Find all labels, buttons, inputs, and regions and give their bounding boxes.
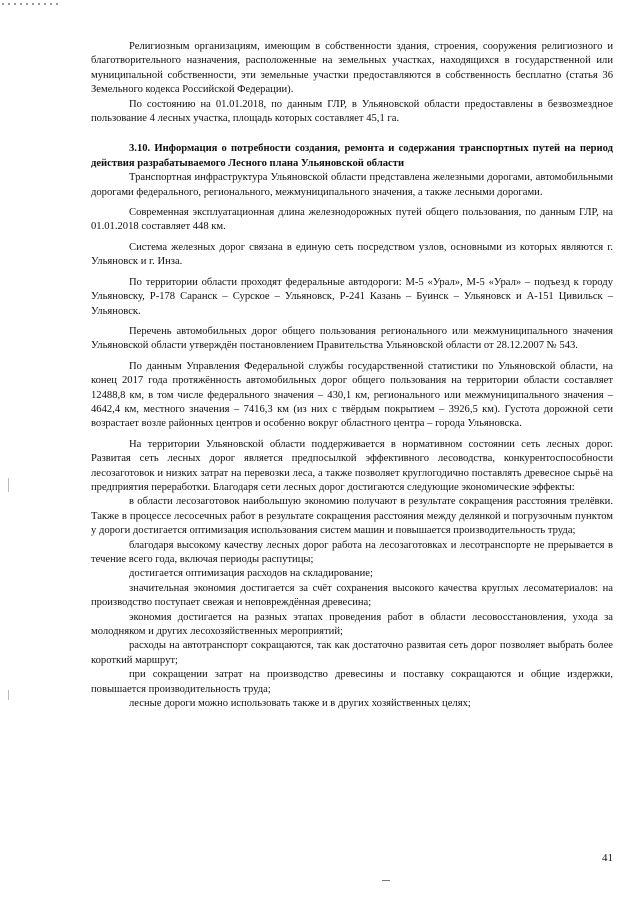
list-item: достигается оптимизация расходов на складирование; <box>129 568 373 580</box>
paragraph: По состоянию на 01.01.2018, по данным ГЛР, в Ульяновской области предоставлены в безвозмездное пользование 4 лесных участка, площадь которых составляет 45,1 га. <box>91 98 613 125</box>
list-item: при сокращении затрат на производство древесины и поставку сокращаются и общие издержки, повышается производительность труда; <box>91 669 613 695</box>
paragraph: Перечень автомобильных дорог общего пользования регионального или межмуниципального значения Ульяновской области утверждён постановлением Правительства Ульяновской области от 28.12.2007 № 543. <box>91 325 613 352</box>
scan-artifact <box>8 478 9 492</box>
list-item: экономия достигается на разных этапах проведения работ в области лесовосстановления, ухода за молодняком и других лесохозяйственных мероприятий; <box>91 611 613 638</box>
scan-artifact <box>2 3 62 5</box>
paragraph: По территории области проходят федеральные автодороги: М-5 «Урал», М-5 «Урал» – подъезд к городу Ульяновску, Р-178 Саранск – Сурское – Ульяновск, Р-241 Казань – Буинск – Ульяновск и А-151 Цивильск – Ульяновск. <box>91 276 613 317</box>
paragraph: Транспортная инфраструктура Ульяновской области представлена железными дорогами, автомобильными дорогами федерального, регионального, межмуниципального значения, а также лесными дорогами. <box>91 172 613 198</box>
list-item: благодаря высокому качеству лесных дорог работа на лесозаготовках и лесотранспорте не прерывается в течение всего года, включая периоды распутицы; <box>91 539 613 565</box>
paragraph: Современная эксплуатационная длина железнодорожных путей общего пользования, по данным ГЛР, на 01.01.2018 составляет 448 км. <box>91 207 613 233</box>
scan-artifact <box>8 690 9 700</box>
paragraph: На территории Ульяновской области поддерживается в нормативном состоянии сеть лесных дорог. Развитая сеть лесных дорог является предпосылкой эффективного лесоводства, конкурентоспособности лесозаготовок и низких затрат на перевозки леса, а также позволяет круглогодично поставлять древесное сырьё на предприятия переработки. Благодаря сети лесных дорог достигаются следующие экономические эффекты: <box>91 438 613 493</box>
section-heading: 3.10. Информация о потребности создания, ремонта и содержания транспортных путей на период действия разрабатываемого Лесного плана Ульяновской области <box>91 143 613 169</box>
list-item: расходы на автотранспорт сокращаются, так как достаточно развитая сеть дорог позволяет выбрать более короткий маршрут; <box>91 640 613 666</box>
document-body <box>91 40 613 711</box>
paragraph: Система железных дорог связана в единую сеть посредством узлов, основными из которых являются г. Ульяновск и г. Инза. <box>91 241 613 268</box>
paragraph: Религиозным организациям, имеющим в собственности здания, строения, сооружения религиозного и благотворительного назначения, расположенные на земельных участках, находящихся в государственной или муниципальной собственности, эти земельные участки предоставляются в собственность бесплатно (статья 36 Земельного кодекса Российской Федерации). <box>91 41 613 96</box>
page-number: 41 <box>602 852 613 864</box>
scan-artifact <box>382 880 390 881</box>
list-item: в области лесозаготовок наибольшую экономию получают в результате сокращения расстояния трелёвки. Также в процессе лесосечных работ в результате сокращения расстояния между делянкой и погрузочным пунктом у дороги достигается оптимизация использования систем машин и повышается производительность труда; <box>91 496 613 537</box>
list-item: значительная экономия достигается за счёт сохранения высокого качества круглых лесоматериалов: на производство поступает свежая и неповреждённая древесина; <box>91 582 613 609</box>
list-item: лесные дороги можно использовать также и в других хозяйственных целях; <box>129 698 471 710</box>
paragraph: По данным Управления Федеральной службы государственной статистики по Ульяновской области, на конец 2017 года протяжённость автомобильных дорог общего пользования на территории области составляет 12488,8 км, в том числе федерального значения – 430,1 км, регионального или межмуниципального значения – 4642,4 км, местного значения – 7416,3 км (из них с твёрдым покрытием – 3926,5 км). Густота дорожной сети возрастает возле районных центров и особенно вокруг областного центра – города Ульяновска. <box>91 360 613 430</box>
